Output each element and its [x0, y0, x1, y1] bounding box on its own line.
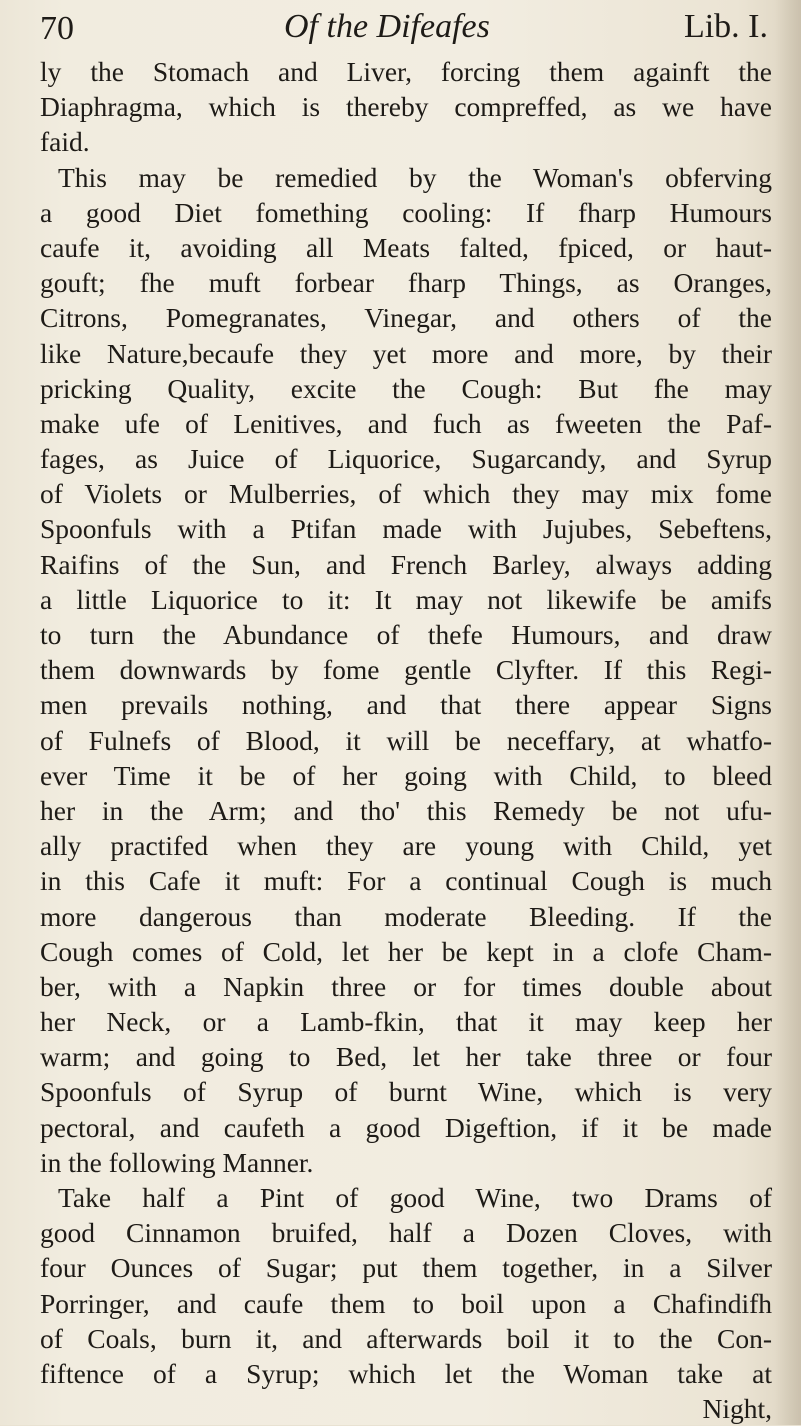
- text-line: Spoonfuls with a Ptifan made with Jujubes, Sebeftens,: [40, 513, 772, 545]
- text-line: her in the Arm; and tho' this Remedy be not ufu-: [40, 794, 772, 826]
- text-line: more dangerous than moderate Bleeding. If the: [40, 900, 772, 932]
- text-line: This may be remedied by the Woman's obferving: [58, 161, 772, 193]
- text-line: like Nature,becaufe they yet more and more, by their: [40, 337, 772, 369]
- text-line: make ufe of Lenitives, and fuch as fweeten the Paf-: [40, 407, 772, 439]
- text-line: pectoral, and caufeth a good Digeftion, if it be made: [40, 1111, 772, 1143]
- text-line: a good Diet fomething cooling: If fharp Humours: [40, 196, 772, 228]
- text-line: of Fulnefs of Blood, it will be neceffary, at whatfo-: [40, 724, 772, 756]
- text-line: Diaphragma, which is thereby compreffed, as we have: [40, 91, 772, 123]
- running-title: Of the Difeafes: [284, 8, 490, 45]
- text-line: her Neck, or a Lamb-fkin, that it may keep her: [40, 1006, 772, 1038]
- text-line: in the following Manner.: [40, 1146, 314, 1178]
- text-line: a little Liquorice to it: It may not likewife be amifs: [40, 583, 772, 615]
- page-number: 70: [40, 10, 74, 47]
- text-line: ever Time it be of her going with Child, to bleed: [40, 759, 772, 791]
- text-line: Take half a Pint of good Wine, two Drams of: [58, 1182, 772, 1213]
- text-line: fiftence of a Syrup; which let the Woman take at: [40, 1357, 772, 1389]
- text-line: fages, as Juice of Liquorice, Sugarcandy, and Syrup: [40, 443, 772, 475]
- text-line: of Coals, burn it, and afterwards boil it to the Con-: [40, 1322, 772, 1354]
- text-line: caufe it, avoiding all Meats falted, fpiced, or haut-: [40, 231, 772, 263]
- book-part: Lib. I.: [683, 8, 768, 45]
- text-line: faid.: [40, 126, 90, 158]
- text-line: Raifins of the Sun, and French Barley, always adding: [40, 548, 772, 580]
- text-line: four Ounces of Sugar; put them together, in a Silver: [40, 1252, 772, 1284]
- body-text: [40, 54, 772, 1426]
- text-line: pricking Quality, excite the Cough: But fhe may: [40, 372, 772, 404]
- text-line: Porringer, and caufe them to boil upon a Chafindifh: [40, 1287, 772, 1319]
- text-line: good Cinnamon bruifed, half a Dozen Cloves, with: [40, 1217, 772, 1249]
- text-line: men prevails nothing, and that there appear Signs: [40, 689, 772, 721]
- text-line: Cough comes of Cold, let her be kept in a clofe Cham-: [40, 935, 772, 967]
- text-line: warm; and going to Bed, let her take three or four: [40, 1041, 772, 1073]
- text-line: to turn the Abundance of thefe Humours, and draw: [40, 619, 772, 650]
- text-line: ber, with a Napkin three or for times double about: [40, 970, 772, 1002]
- text-line: Spoonfuls of Syrup of burnt Wine, which is very: [40, 1076, 772, 1108]
- page-header: [40, 6, 768, 48]
- text-line: them downwards by fome gentle Clyfter. If this Regi-: [40, 654, 772, 686]
- text-line: ally practifed when they are young with Child, yet: [40, 830, 772, 862]
- text-line: gouft; fhe muft forbear fharp Things, as Oranges,: [40, 267, 772, 299]
- text-line: Citrons, Pomegranates, Vinegar, and others of the: [40, 302, 772, 334]
- text-line: in this Cafe it muft: For a continual Cough is much: [40, 865, 772, 897]
- text-line: ly the Stomach and Liver, forcing them againft the: [40, 56, 772, 87]
- catchword: Night,: [702, 1393, 772, 1425]
- page-edge-shadow: [775, 0, 801, 1425]
- text-line: of Violets or Mulberries, of which they may mix fome: [40, 478, 772, 510]
